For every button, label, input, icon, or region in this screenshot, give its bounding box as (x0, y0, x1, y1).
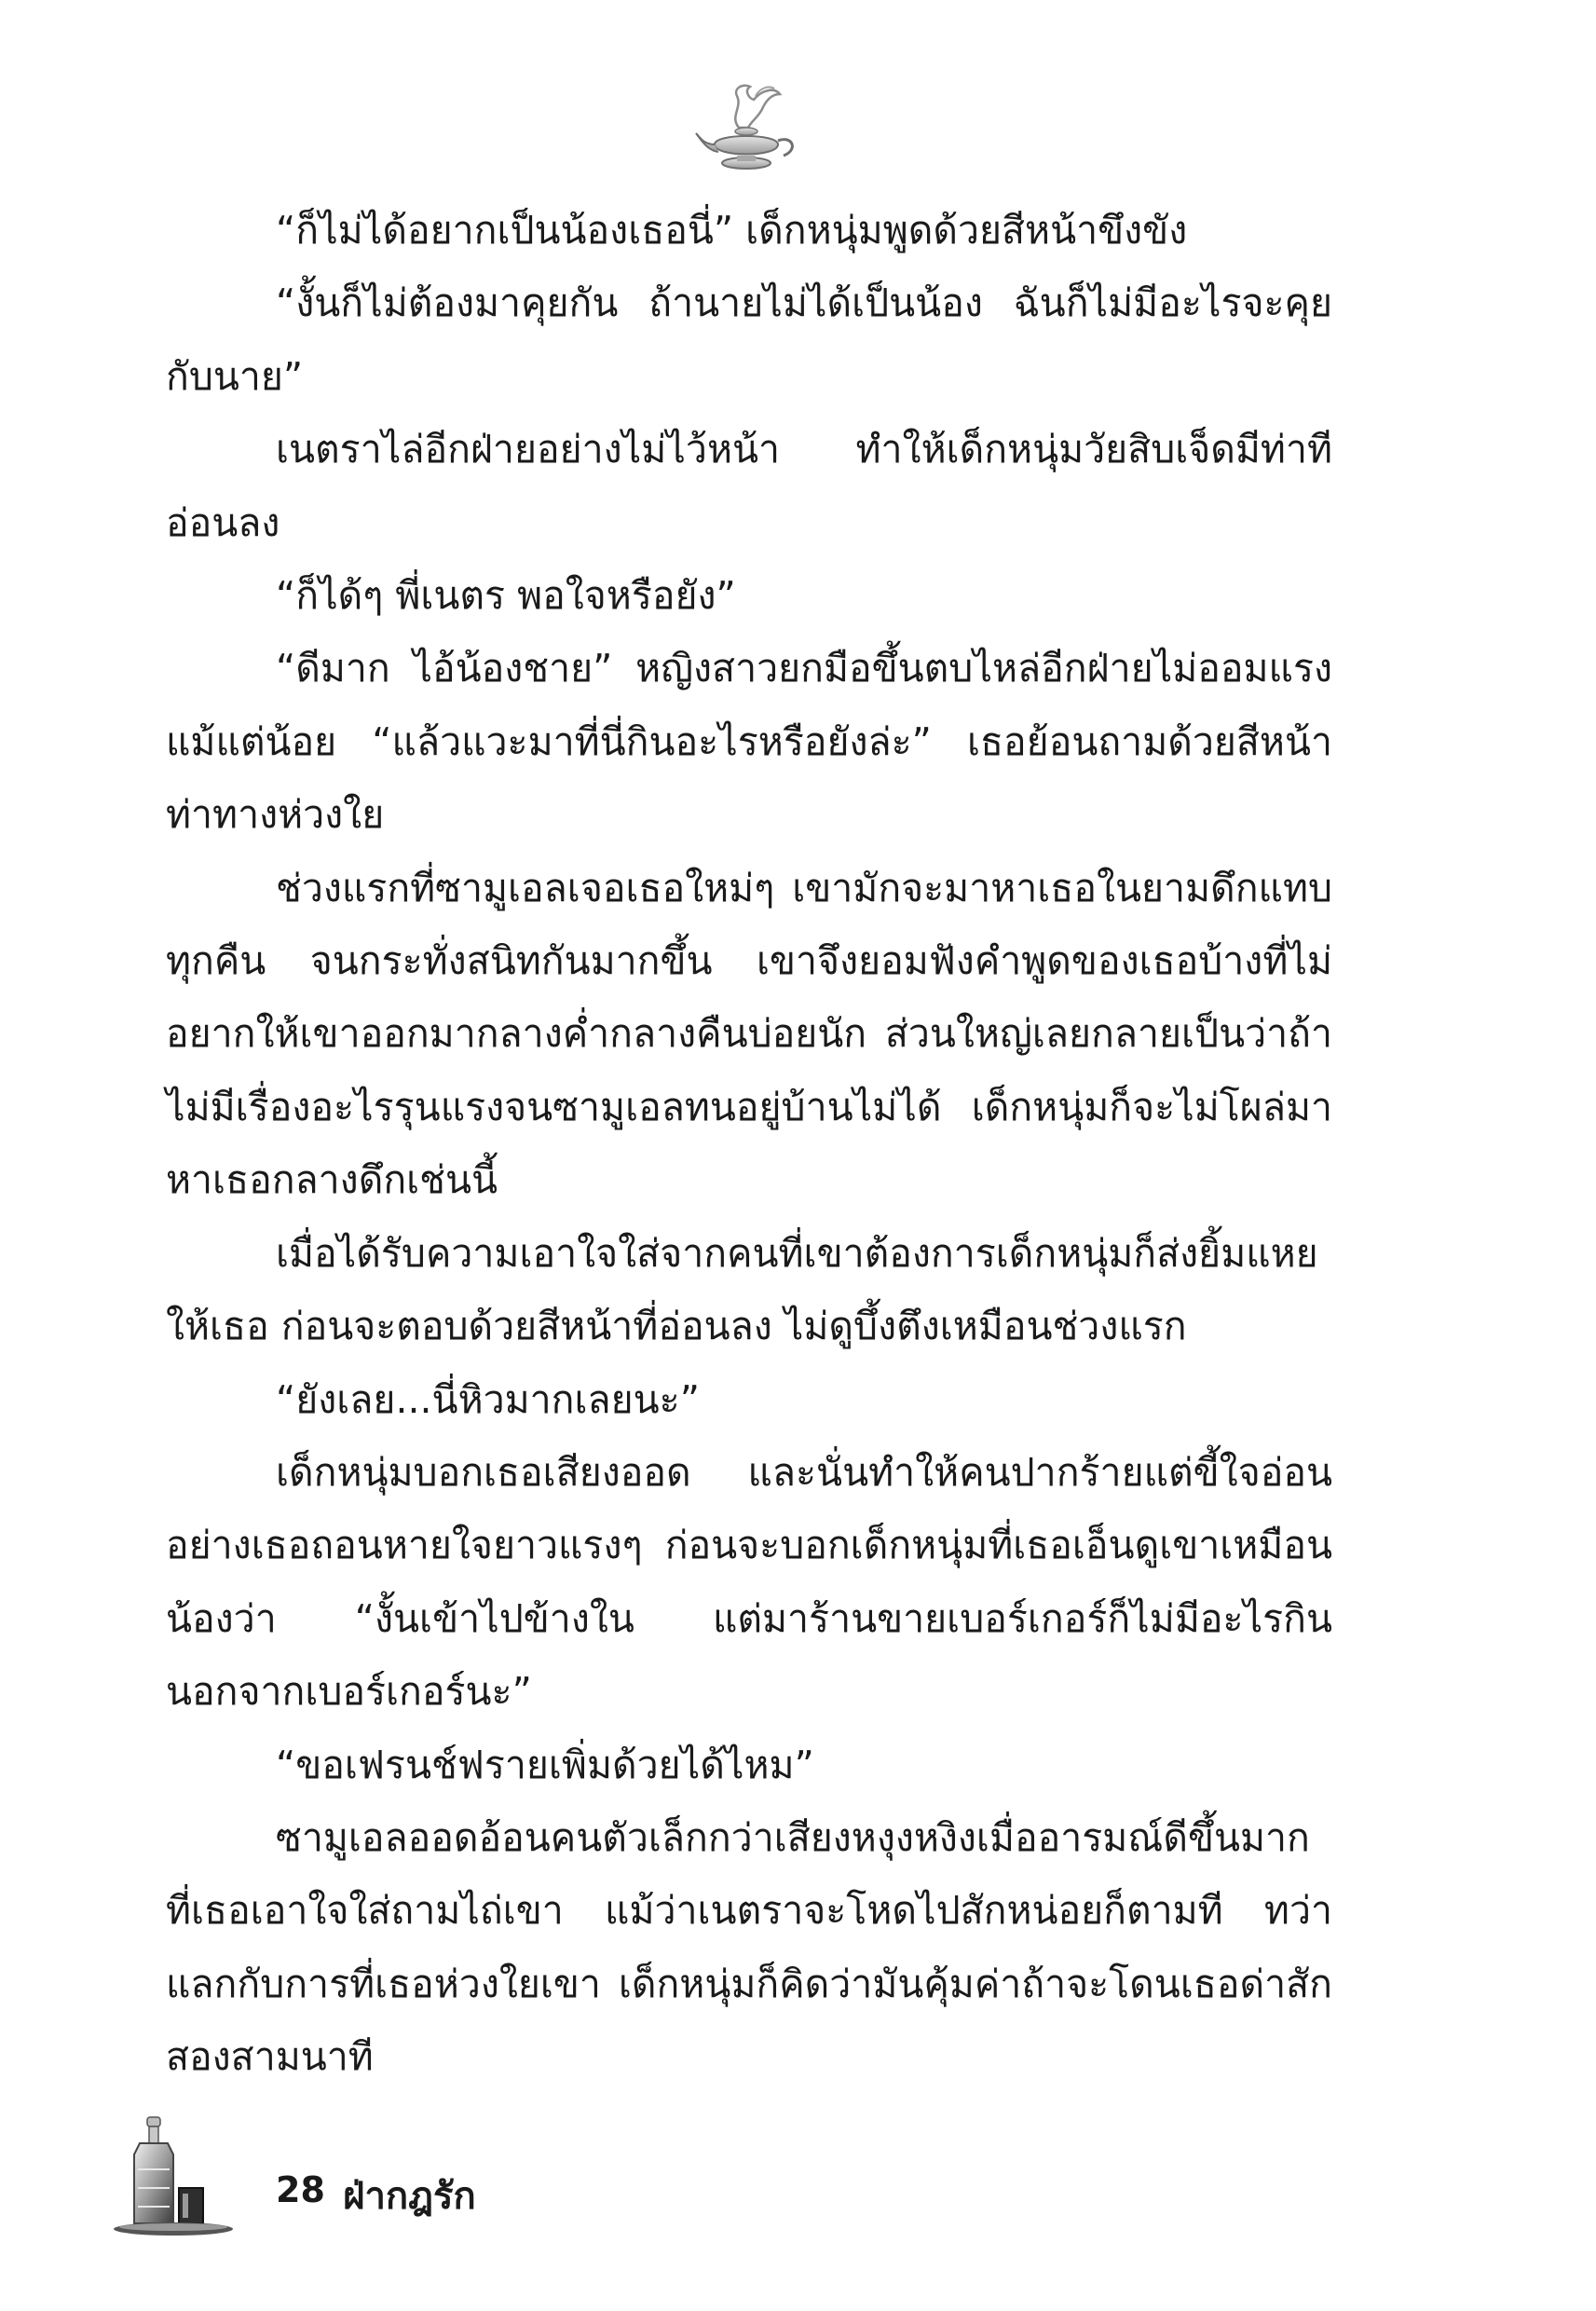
paragraph: “ก็ได้ๆ พี่เนตร พอใจหรือยัง” (276, 573, 736, 619)
paragraph: “งั้นก็ไม่ต้องมาคุยกัน ถ้านายไม่ได้เป็นน้อง ฉันก็ไม่มีอะไรจะคุยกับนาย” (166, 280, 1332, 399)
teapot-genie-icon (694, 79, 806, 182)
page-number: 28 (276, 2169, 325, 2210)
paragraph: “ยังเลย...นี่หิวมากเลยนะ” (276, 1376, 700, 1422)
paragraph: ช่วงแรกที่ซามูเอลเจอเธอใหม่ๆ เขามักจะมาหาเธอในยามดึกแทบทุกคืน จนกระทั่งสนิทกันมากขึ้น เขาจึงยอมฟังคำพูดของเธอบ้างที่ไม่อยากให้เขาออกมากลางค่ำกลางคืนบ่อยนัก ส่วนใหญ่เลยกลายเป็นว่าถ้าไม่มีเรื่องอะไรรุนแรงจนซามูเอลทนอยู่บ้านไม่ได้ เด็กหนุ่มก็จะไม่โผล่มาหาเธอกลางดึกเช่นนี้ (166, 865, 1332, 1203)
paragraph: เมื่อได้รับความเอาใจใส่จากคนที่เขาต้องการเด็กหนุ่มก็ส่งยิ้มแหยให้เธอ ก่อนจะตอบด้วยสีหน้าที่อ่อนลง ไม่ดูบึ้งตึงเหมือนช่วงแรก (166, 1230, 1318, 1349)
paragraph: เด็กหนุ่มบอกเธอเสียงออด และนั่นทำให้คนปากร้ายแต่ขี้ใจอ่อนอย่างเธอถอนหายใจยาวแรงๆ ก่อนจะบอกเด็กหนุ่มที่เธอเอ็นดูเขาเหมือนน้องว่า “งั้นเข้าไปข้างใน แต่มาร้านขายเบอร์เกอร์ก็ไม่มีอะไรกินนอกจากเบอร์เกอร์นะ” (166, 1449, 1332, 1715)
paragraph: “ดีมาก ไอ้น้องชาย” หญิงสาวยกมือขึ้นตบไหล่อีกฝ่ายไม่ออมแรงแม้แต่น้อย “แล้วแวะมาที่นี่กินอะไรหรือยังล่ะ” เธอย้อนถามด้วยสีหน้าท่าทางห่วงใย (166, 646, 1332, 838)
decanter-glass-icon (112, 2113, 252, 2244)
paragraph: เนตราไล่อีกฝ่ายอย่างไม่ไว้หน้า ทำให้เด็กหนุ่มวัยสิบเจ็ดมีท่าทีอ่อนลง (166, 427, 1332, 545)
page-footer (112, 2113, 671, 2244)
paragraph: ซามูเอลออดอ้อนคนตัวเล็กกว่าเสียงหงุงหงิงเมื่ออารมณ์ดีขึ้นมากที่เธอเอาใจใส่ถามไถ่เขา แม้ว่าเนตราจะโหดไปสักหน่อยก็ตามที ทว่าแลกกับการที่เธอห่วงใยเขา เด็กหนุ่มก็คิดว่ามันคุ้มค่าถ้าจะโดนเธอด่าสักสองสามนาที (166, 1814, 1332, 2080)
book-title: ฝ่ากฎรัก (343, 2175, 476, 2218)
body-text (166, 194, 1332, 2094)
paragraph: “ก็ไม่ได้อยากเป็นน้องเธอนี่” เด็กหนุ่มพูดด้วยสีหน้าขึงขัง (276, 208, 1188, 253)
paragraph: “ขอเฟรนช์ฟรายเพิ่มด้วยได้ไหม” (276, 1742, 814, 1787)
